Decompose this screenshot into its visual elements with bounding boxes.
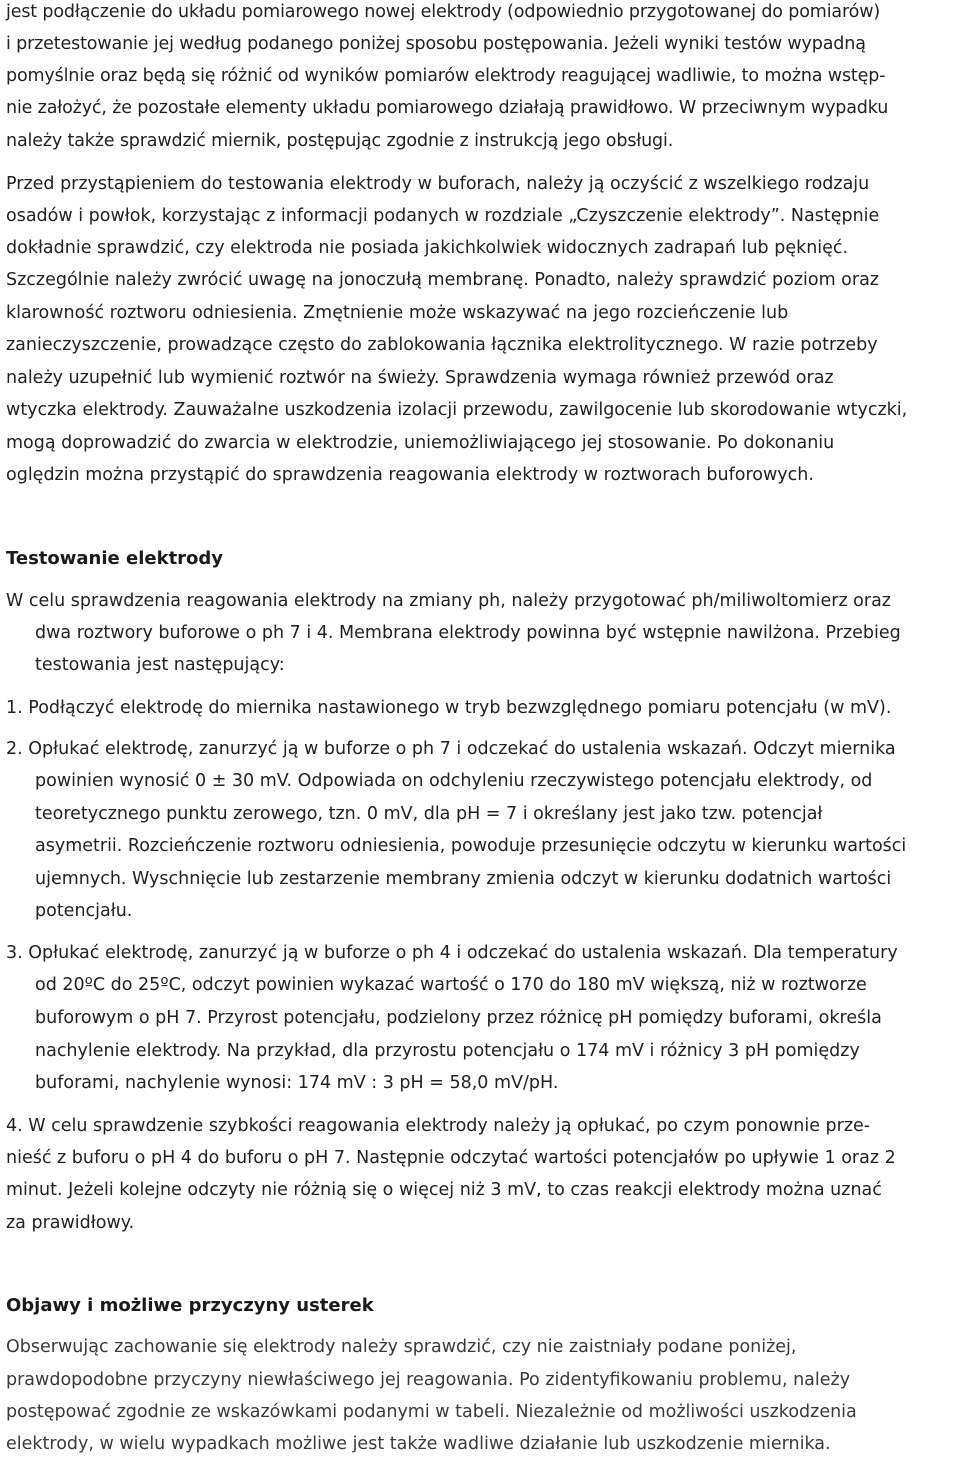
text-line: oględzin można przystąpić do sprawdzenia reagowania elektrody w roztworach buforowych. [6,465,814,485]
section-heading-faults: Objawy i możliwe przyczyny usterek [6,1295,374,1316]
text-line: testowania jest następujący: [35,655,285,675]
text-line: minut. Jeżeli kolejne odczyty nie różnią się o więcej niż 3 mV, to czas reakcji elektrody można uznać [6,1180,882,1200]
text-line: prawdopodobne przyczyny niewłaściwego jej reagowania. Po zidentyfikowaniu problemu, należy [6,1370,851,1390]
section-heading-testing: Testowanie elektrody [6,548,224,569]
text-line: powinien wynosić 0 ± 30 mV. Odpowiada on odchyleniu rzeczywistego potencjału elektrody, od [35,771,873,791]
text-line: nachylenie elektrody. Na przykład, dla przyrostu potencjału o 174 mV i różnicy 3 pH pomiędzy [35,1041,860,1061]
text-line: należy uzupełnić lub wymienić roztwór na świeży. Sprawdzenia wymaga również przewód oraz [6,368,834,388]
text-line: od 20ºC do 25ºC, odczyt powinien wykazać wartość o 170 do 180 mV większą, niż w roztworze [35,975,867,995]
text-line: jest podłączenie do układu pomiarowego nowej elektrody (odpowiednio przygotowanej do pomiarów) [6,2,881,22]
text-line: należy także sprawdzić miernik, postępując zgodnie z instrukcją jego obsługi. [6,131,674,151]
text-line: ujemnych. Wyschnięcie lub zestarzenie membrany zmienia odczyt w kierunku dodatnich wartości [35,869,892,889]
text-line: pomyślnie oraz będą się różnić od wyników pomiarów elektrody reagującej wadliwie, to można wstęp- [6,66,886,86]
text-line: Obserwując zachowanie się elektrody należy sprawdzić, czy nie zaistniały podane poniżej, [6,1337,797,1357]
text-line: i przetestowanie jej według podanego poniżej sposobu postępowania. Jeżeli wyniki testów wypadną [6,34,866,54]
text-line: elektrody, w wielu wypadkach możliwe jest także wadliwe działanie lub uszkodzenie miernika. [6,1434,831,1454]
text-line: 2. Opłukać elektrodę, zanurzyć ją w buforze o ph 7 i odczekać do ustalenia wskazań. Odczyt miernika [6,739,896,759]
text-line: wtyczka elektrody. Zauważalne uszkodzenia izolacji przewodu, zawilgocenie lub skorodowanie wtyczki, [6,400,908,420]
text-line: buforowym o pH 7. Przyrost potencjału, podzielony przez różnicę pH pomiędzy buforami, określa [35,1008,882,1028]
text-line: buforami, nachylenie wynosi: 174 mV : 3 pH = 58,0 mV/pH. [35,1073,559,1093]
text-line: asymetrii. Rozcieńczenie roztworu odniesienia, powoduje przesunięcie odczytu w kierunku wartości [35,836,907,856]
text-line: potencjału. [35,901,133,921]
text-line: dokładnie sprawdzić, czy elektroda nie posiada jakichkolwiek widocznych zadrapań lub pęknięć. [6,238,849,258]
text-line: za prawidłowy. [6,1213,135,1233]
text-line: klarowność roztworu odniesienia. Zmętnienie może wskazywać na jego rozcieńczenie lub [6,303,789,323]
text-line: W celu sprawdzenia reagowania elektrody na zmiany ph, należy przygotować ph/miliwoltomierz oraz [6,591,891,611]
text-line: zanieczyszczenie, prowadzące często do zablokowania łącznika elektrolitycznego. W razie potrzeby [6,335,878,355]
text-line: Przed przystąpieniem do testowania elektrody w buforach, należy ją oczyścić z wszelkiego rodzaju [6,174,870,194]
text-line: 1. Podłączyć elektrodę do miernika nastawionego w tryb bezwzględnego pomiaru potencjału (w mV). [6,698,892,718]
text-line: nie założyć, że pozostałe elementy układu pomiarowego działają prawidłowo. W przeciwnym wypadku [6,98,889,118]
text-line: 3. Opłukać elektrodę, zanurzyć ją w buforze o ph 4 i odczekać do ustalenia wskazań. Dla temperatury [6,943,898,963]
text-line: dwa roztwory buforowe o ph 7 i 4. Membrana elektrody powinna być wstępnie nawilżona. Przebieg [35,623,901,643]
text-line: postępować zgodnie ze wskazówkami podanymi w tabeli. Niezależnie od możliwości uszkodzenia [6,1402,857,1422]
text-line: teoretycznego punktu zerowego, tzn. 0 mV, dla pH = 7 i określany jest jako tzw. potencjał [35,804,823,824]
text-line: 4. W celu sprawdzenie szybkości reagowania elektrody należy ją opłukać, po czym ponownie prze- [6,1116,871,1136]
text-line: mogą doprowadzić do zwarcia w elektrodzie, uniemożliwiającego jej stosowanie. Po dokonaniu [6,433,835,453]
text-line: osadów i powłok, korzystając z informacji podanych w rozdziale „Czyszczenie elektrody”. Następnie [6,206,880,226]
text-line: nieść z buforu o pH 4 do buforu o pH 7. Następnie odczytać wartości potencjałów po upływie 1 oraz 2 [6,1148,896,1168]
text-line: Szczególnie należy zwrócić uwagę na jonoczułą membranę. Ponadto, należy sprawdzić poziom oraz [6,270,879,290]
